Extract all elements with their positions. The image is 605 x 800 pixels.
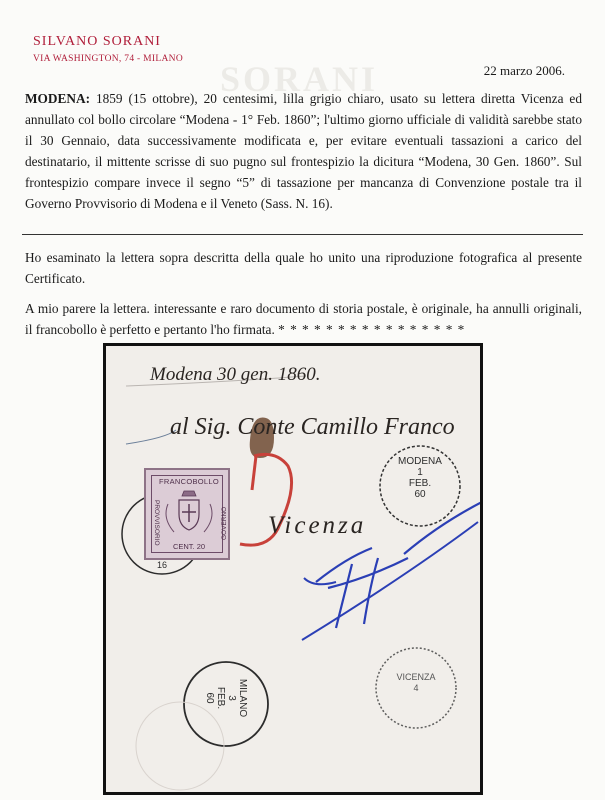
postmark-milano-text: MILANO 3 FEB. 60 (204, 678, 248, 718)
tax-mark-value (262, 456, 263, 457)
postage-stamp (144, 468, 230, 560)
handwritten-city: Vicenza (268, 512, 367, 539)
stamp-top-text: FRANCOBOLLO (159, 477, 219, 486)
faint-pencil-mark (126, 430, 176, 444)
stamp-value-text: CENT. 20 (172, 542, 206, 551)
handwritten-date: Modena 30 gen. 1860. (150, 364, 321, 385)
divider (22, 234, 583, 235)
examination-statement: Ho esaminato la lettera sopra descritta della quale ho unito una riproduzione fotografica al presente Certificato. (25, 250, 582, 286)
expert-address: VIA WASHINGTON, 74 - MILANO (33, 54, 183, 64)
item-description-text: 1859 (15 ottobre), 20 centesimi, lilla grigio chiaro, usato su lettera diretta Vicenza ed annullato col bollo circolare “Modena - 1° Feb. 1860”; l'ultimo giorno ufficiale di validità sarebbe stato il 30 Gennaio, data successivamente modificata e, per evitare eventuali tassazioni a carico del destinatario, il mittente scrisse di suo pugno sul frontespizio la dicitura “Modena, 30 Gen. 1860”. Sul frontespizio compare invece il segno “5” di tassazione per mancanza di Convenzione postale tra il Governo Provvisorio di Modena e il Veneto (Sass. N. 16). (25, 91, 582, 211)
star-filler: * * * * * * * * * * * * * * * * (278, 322, 466, 337)
tax-mark-5-stroke (252, 456, 256, 490)
stamp-right-text: GOVERNO (220, 506, 228, 540)
watermark: SORANI (220, 59, 379, 99)
item-description (25, 88, 582, 214)
handwritten-addressee: al Sig. Conte Camillo Franco (170, 414, 455, 440)
item-lead: MODENA: (25, 91, 90, 106)
stamp-left-text: PROVVISORIO (153, 500, 160, 546)
letter-photograph (103, 343, 483, 795)
opinion-text: A mio parere la lettera. interessante e raro documento di storia postale, è originale, ha annulli originali, il francobollo è perfetto e pertanto l'ho firmata. (25, 301, 582, 337)
certificate-date: 22 marzo 2006. (483, 63, 565, 78)
postmark-modena-text: MODENA 1 FEB. 60 (398, 456, 442, 500)
expert-opinion (25, 298, 582, 340)
postmark-stamp-cancel-text: 16 (156, 560, 167, 570)
expert-name: SILVANO SORANI (33, 34, 161, 49)
postmark-vicenza-text: VICENZA 4 (396, 672, 436, 693)
